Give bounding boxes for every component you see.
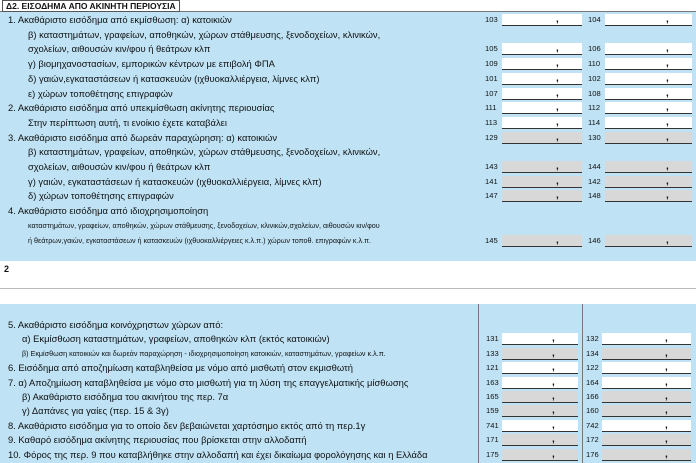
field-code: 106 [588,44,601,54]
amount-field-taxpayer[interactable] [502,102,582,114]
field-code: 131 [486,334,499,344]
field-code: 171 [486,435,499,445]
amount-field-spouse[interactable] [602,405,691,417]
row-label: γ) γαιών, εγκαταστάσεων ή κατασκευών (ιχθυοκαλλιέργεια, λίμνες κλπ) [28,175,322,187]
row-label: β) καταστημάτων, γραφείων, αποθηκών, χώρων στάθμευσης, ξενοδοχείων, κλινικών, [28,28,381,40]
amount-field-taxpayer[interactable] [502,391,578,403]
amount-field-taxpayer[interactable] [502,449,578,461]
decimal-comma: , [556,14,559,25]
amount-field-taxpayer[interactable] [502,88,582,100]
field-code: 132 [586,334,599,344]
row-label: γ) Δαπάνες για γαίες (περ. 15 & 3γ) [22,405,169,417]
decimal-comma: , [666,43,669,55]
row-label: 5. Ακαθάριστο εισόδημα κοινόχρηστων χώρων από: [8,319,224,330]
field-code: 172 [586,435,599,445]
decimal-comma: , [665,333,668,345]
amount-field-taxpayer[interactable] [502,117,582,129]
amount-field-spouse[interactable] [602,362,691,374]
amount-field-taxpayer[interactable] [502,362,578,374]
amount-field-spouse[interactable] [602,420,691,432]
decimal-comma: , [665,391,668,402]
decimal-comma: , [666,190,669,202]
field-code: 166 [586,392,599,401]
amount-field-spouse[interactable] [605,58,692,70]
amount-field-spouse[interactable] [605,161,692,173]
decimal-comma: , [556,161,559,172]
row-label: 6. Εισόδημα από αποζημίωση καταβληθείσα με νόμο από μισθωτή στον εκμισθωτή [8,362,353,374]
decimal-comma: , [666,116,669,128]
amount-field-taxpayer[interactable] [502,235,582,247]
amount-field-spouse[interactable] [605,88,692,100]
field-code: 111 [485,103,497,113]
amount-field-spouse[interactable] [605,73,692,85]
row-label: 1. Ακαθάριστο εισόδημα από εκμίσθωση: α) κατοικιών [8,14,232,25]
field-code: 108 [588,88,601,98]
row-label: ή θεάτρων,γαιών, εγκαταστάσεων ή κατασκευών (ιχθυοκαλλιέργειες κ.λ.π.) χώρων τοποθ. επιγραφών κ.λ.π. [28,235,372,245]
row-label: 10. Φόρος της περ. 9 που καταβλήθηκε στην αλλοδαπή και έχει δικαίωμα φορολόγησης και η Ελλάδα [8,448,428,460]
row-label: β) Ακαθάριστο εισόδημα του ακινήτου της περ. 7α [22,391,229,402]
decimal-comma: , [665,448,668,460]
amount-field-spouse[interactable] [602,333,691,345]
field-code: 103 [485,15,498,24]
decimal-comma: , [556,72,559,84]
row-label: 2. Ακαθάριστο εισόδημα από υπεκμίσθωση ακίνητης περιουσίας [8,102,275,114]
decimal-comma: , [665,347,668,359]
decimal-comma: , [552,405,555,417]
decimal-comma: , [552,376,555,388]
decimal-comma: , [552,391,555,402]
row-label: 7. α) Αποζημίωση καταβληθείσα με νόμο στο μισθωτή για τη λύση της επαγγελματικής μίσθωσης [8,376,409,388]
amount-field-spouse[interactable] [605,235,692,247]
field-code: 159 [486,406,499,416]
decimal-comma: , [666,14,669,25]
row-label: 8. Ακαθάριστο εισόδημα για το οποίο δεν βεβαιώνεται χαρτόσημο εκτός από τη περ.1γ [8,419,366,431]
field-code: 105 [485,44,498,54]
decimal-comma: , [556,175,559,187]
decimal-comma: , [665,405,668,417]
decimal-comma: , [665,434,668,446]
row-label: 3. Ακαθάριστο εισόδημα από δωρεάν παραχώρηση: α) κατοικιών [8,131,278,143]
decimal-comma: , [556,43,559,55]
field-code: 114 [588,117,601,127]
amount-field-taxpayer[interactable] [502,43,582,55]
field-code: 133 [486,348,499,358]
decimal-comma: , [552,419,555,431]
amount-field-spouse[interactable] [602,377,691,389]
field-code: 113 [485,117,498,127]
field-code: 110 [588,59,601,69]
decimal-comma: , [556,102,559,114]
field-code: 145 [485,235,498,245]
field-code: 141 [485,176,498,186]
decimal-comma: , [556,131,559,143]
amount-field-spouse[interactable] [602,348,691,360]
decimal-comma: , [552,434,555,446]
decimal-comma: , [552,362,555,374]
field-code: 175 [486,449,499,459]
row-label: σχολείων, αιθουσών κιν/φου ή θεάτρων κλπ [28,43,211,55]
amount-field-taxpayer[interactable] [502,14,582,26]
field-code: 165 [486,392,499,401]
decimal-comma: , [665,362,668,374]
field-code: 112 [588,103,601,113]
row-label: δ) χώρων τοποθέτησης επιγραφών [28,190,174,202]
decimal-comma: , [666,87,669,99]
field-code: 129 [485,132,498,142]
row-label: γ) βιομηχανοστασίων, εμπορικών κέντρων με επιβολή ΦΠΑ [28,58,275,70]
column-separator [582,304,583,463]
field-code: 741 [486,420,499,430]
field-code: 102 [588,73,601,83]
row-label: β) καταστημάτων, γραφείων, αποθηκών, χώρων στάθμευσης, ξενοδοχείων, κλινικών, [28,146,381,158]
field-code: 160 [586,406,599,416]
amount-field-taxpayer[interactable] [502,434,578,446]
decimal-comma: , [552,333,555,345]
field-code: 176 [586,449,599,459]
row-label: Στην περίπτωση αυτή, τι ενοίκιο έχετε καταβάλει [28,116,227,128]
amount-field-spouse[interactable] [605,43,692,55]
amount-field-taxpayer[interactable] [502,333,578,345]
field-code: 121 [486,363,499,373]
decimal-comma: , [665,419,668,431]
field-code: 147 [485,191,498,201]
row-label: σχολείων, αιθουσών κιν/φου ή θεάτρων κλπ [28,161,211,172]
amount-field-spouse[interactable] [602,449,691,461]
field-code: 142 [588,176,601,186]
decimal-comma: , [666,72,669,84]
decimal-comma: , [556,58,559,70]
row-label: β) Εκμίσθωση κατοικιών και δωρεάν παραχώρηση - ιδιοχρησιμοποίηση κατοικιών, καταστημάτων, γραφείων κ.λ.π. [22,348,386,358]
row-label: 9. Καθαρό εισόδημα ακίνητης περιουσίας που βρίσκεται στην αλλοδαπή [8,434,307,446]
amount-field-taxpayer[interactable] [502,161,582,173]
row-label: 4. Ακαθάριστο εισόδημα από ιδιοχρησιμοποίηση [8,205,209,217]
decimal-comma: , [666,234,669,246]
field-code: 104 [588,15,601,24]
decimal-comma: , [556,190,559,202]
amount-field-spouse[interactable] [605,117,692,129]
field-code: 122 [586,363,599,373]
decimal-comma: , [556,87,559,99]
decimal-comma: , [552,448,555,460]
field-code: 107 [485,88,498,98]
amount-field-spouse[interactable] [605,190,692,202]
field-code: 134 [586,348,599,358]
decimal-comma: , [666,102,669,114]
amount-field-taxpayer[interactable] [502,190,582,202]
field-code: 109 [485,59,498,69]
amount-field-spouse[interactable] [602,391,691,403]
amount-field-spouse[interactable] [602,434,691,446]
field-code: 143 [485,162,498,171]
amount-field-taxpayer[interactable] [502,420,578,432]
page-number: 2 [4,264,10,274]
decimal-comma: , [666,175,669,187]
column-separator [478,304,479,463]
decimal-comma: , [552,347,555,359]
decimal-comma: , [666,131,669,143]
page-divider [0,288,696,289]
amount-field-spouse[interactable] [605,14,692,26]
amount-field-taxpayer[interactable] [502,348,578,360]
field-code: 146 [588,235,601,245]
decimal-comma: , [556,234,559,246]
decimal-comma: , [665,376,668,388]
decimal-comma: , [556,116,559,128]
row-label: α) Εκμίσθωση καταστημάτων, γραφείων, αποθηκών κλπ (εκτός κατοικιών) [22,333,330,345]
field-code: 130 [588,132,601,142]
section-title: Δ2. ΕΙΣΟΔΗΜΑ ΑΠΟ ΑΚΙΝΗΤΗ ΠΕΡΙΟΥΣΙΑ [2,0,180,12]
field-code: 164 [586,377,599,387]
amount-field-taxpayer[interactable] [502,58,582,70]
amount-field-spouse[interactable] [605,102,692,114]
amount-field-taxpayer[interactable] [502,132,582,144]
row-label: καταστημάτων, γραφείων, αποθηκών, χώρων στάθμευσης, ξενοδοχείων, κλινικών,σχολείων, αιθουσών κιν/φου [28,220,380,230]
amount-field-spouse[interactable] [605,176,692,188]
row-label: ε) χώρων τοποθέτησης επιγραφών [28,87,173,99]
row-label: δ) γαιών,εγκαταστάσεων ή κατασκευών (ιχθυοκαλλιέργεια, λίμνες κλπ) [28,72,320,84]
amount-field-spouse[interactable] [605,132,692,144]
field-code: 144 [588,162,601,171]
amount-field-taxpayer[interactable] [502,377,578,389]
field-code: 742 [586,420,599,430]
field-code: 148 [588,191,601,201]
amount-field-taxpayer[interactable] [502,73,582,85]
field-code: 101 [485,73,498,83]
decimal-comma: , [666,161,669,172]
decimal-comma: , [666,58,669,70]
amount-field-taxpayer[interactable] [502,176,582,188]
field-code: 163 [486,377,499,387]
amount-field-taxpayer[interactable] [502,405,578,417]
